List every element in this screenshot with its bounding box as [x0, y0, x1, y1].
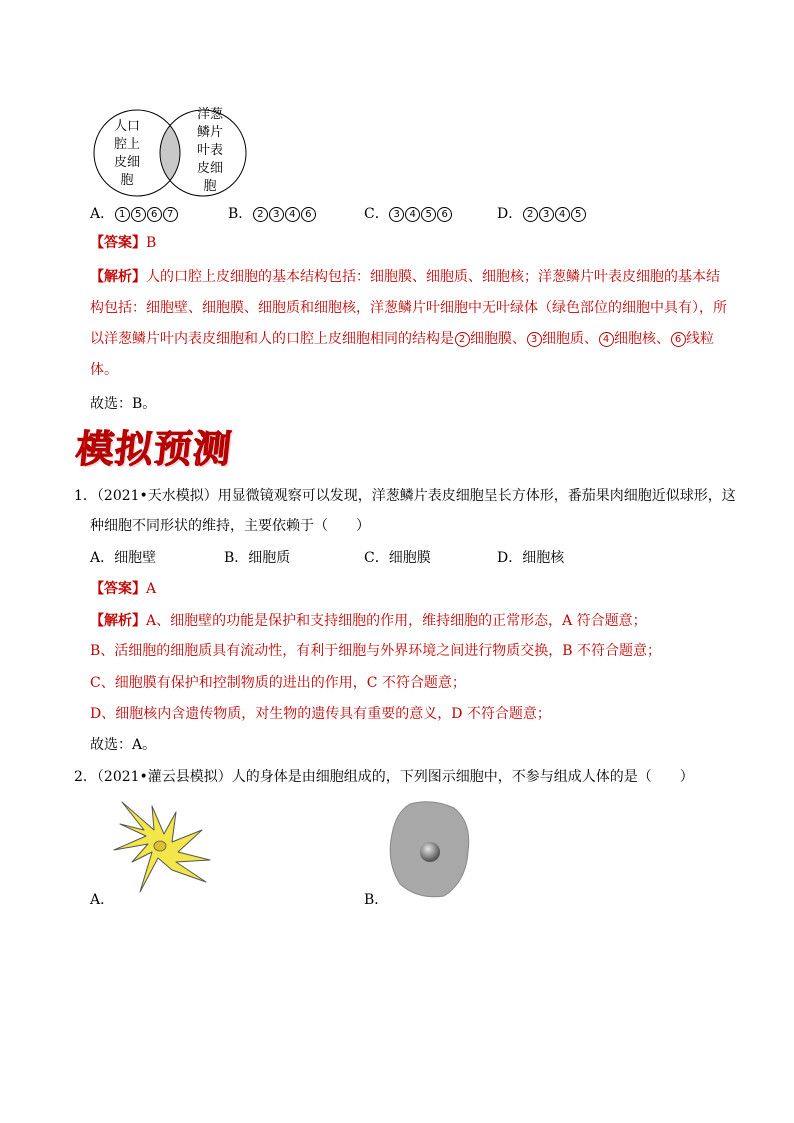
q0-analysis-line2: 构包括：细胞壁、细胞膜、细胞质和细胞核，洋葱鳞片叶细胞中无叶绿体（绿色部位的细胞中具有），所: [90, 300, 727, 316]
q1-answer: [90, 579, 156, 599]
neuron-cell-image: [110, 800, 215, 895]
q2-stem: 2．（2021•灌云县模拟）人的身体是由细胞组成的，下列图示细胞中，不参与组成人体的是（ ）: [74, 769, 694, 785]
answer-value: B: [146, 235, 157, 251]
q0-conclusion: 故选：B。: [90, 396, 157, 412]
analysis-tag: 【解析】: [90, 613, 146, 629]
analysis-tag: 【解析】: [90, 269, 146, 285]
q0-option-a: A． 1 5 6 7: [90, 204, 178, 224]
q1-option-c: C．细胞膜: [364, 550, 431, 566]
q1-analysis-c: C、细胞膜有保护和控制物质的进出的作用，C 不符合题意；: [90, 675, 466, 691]
answer-tag: 【答案】: [90, 235, 146, 251]
q1-option-b: B．细胞质: [224, 550, 291, 566]
q1-conclusion: 故选：A。: [90, 737, 157, 753]
q0-option-d: D． 2 3 4 5: [497, 204, 586, 224]
q2-option-a: A．: [90, 892, 115, 908]
q1-stem-line2: 种细胞不同形状的维持，主要依赖于（ ）: [90, 518, 370, 534]
q1-analysis-b: B、活细胞的细胞质具有流动性，有利于细胞与外界环境之间进行物质交换，B 不符合题意；: [90, 643, 662, 659]
q1-stem-line1: 1．（2021•天水模拟）用显微镜观察可以发现，洋葱鳞片表皮细胞呈长方体形，番茄果肉细胞近似球形，这: [74, 488, 736, 504]
venn-right-label: 洋葱 鳞片 叶表 皮细 胞: [196, 107, 223, 194]
q1-option-a: A．细胞壁: [90, 550, 157, 566]
venn-left-label: 人口 腔上 皮细 胞: [113, 119, 140, 188]
q1-analysis-a: 【解析】A、细胞壁的功能是保护和支持细胞的作用，维持细胞的正常形态，A 符合题意；: [90, 613, 647, 629]
q0-option-b: B． 2 3 4 6: [228, 204, 316, 224]
q1-analysis-d: D、细胞核内含遗传物质，对生物的遗传具有重要的意义，D 不符合题意；: [90, 706, 551, 722]
round-cell-image: [388, 800, 472, 900]
q0-option-c: C． 3 4 5 6: [364, 204, 453, 224]
q0-answer: [90, 233, 156, 253]
q0-analysis-line4: 体。: [90, 362, 118, 378]
answer-tag: 【答案】: [90, 581, 146, 597]
venn-diagram: [92, 108, 248, 198]
q0-analysis-line1: 【解析】人的口腔上皮细胞的基本结构包括：细胞膜、细胞质、细胞核；洋葱鳞片叶表皮细胞的基本结: [90, 269, 720, 285]
section-title: 模拟预测: [73, 427, 235, 471]
q2-option-b: B．: [364, 892, 389, 908]
q1-option-d: D．细胞核: [497, 550, 565, 566]
answer-value: A: [146, 581, 157, 597]
q0-analysis-line3: 以洋葱鳞片叶内表皮细胞和人的口腔上皮细胞相同的结构是 2 细胞膜、 3 细胞质、 4 细胞核、 6 线粒: [90, 331, 714, 347]
